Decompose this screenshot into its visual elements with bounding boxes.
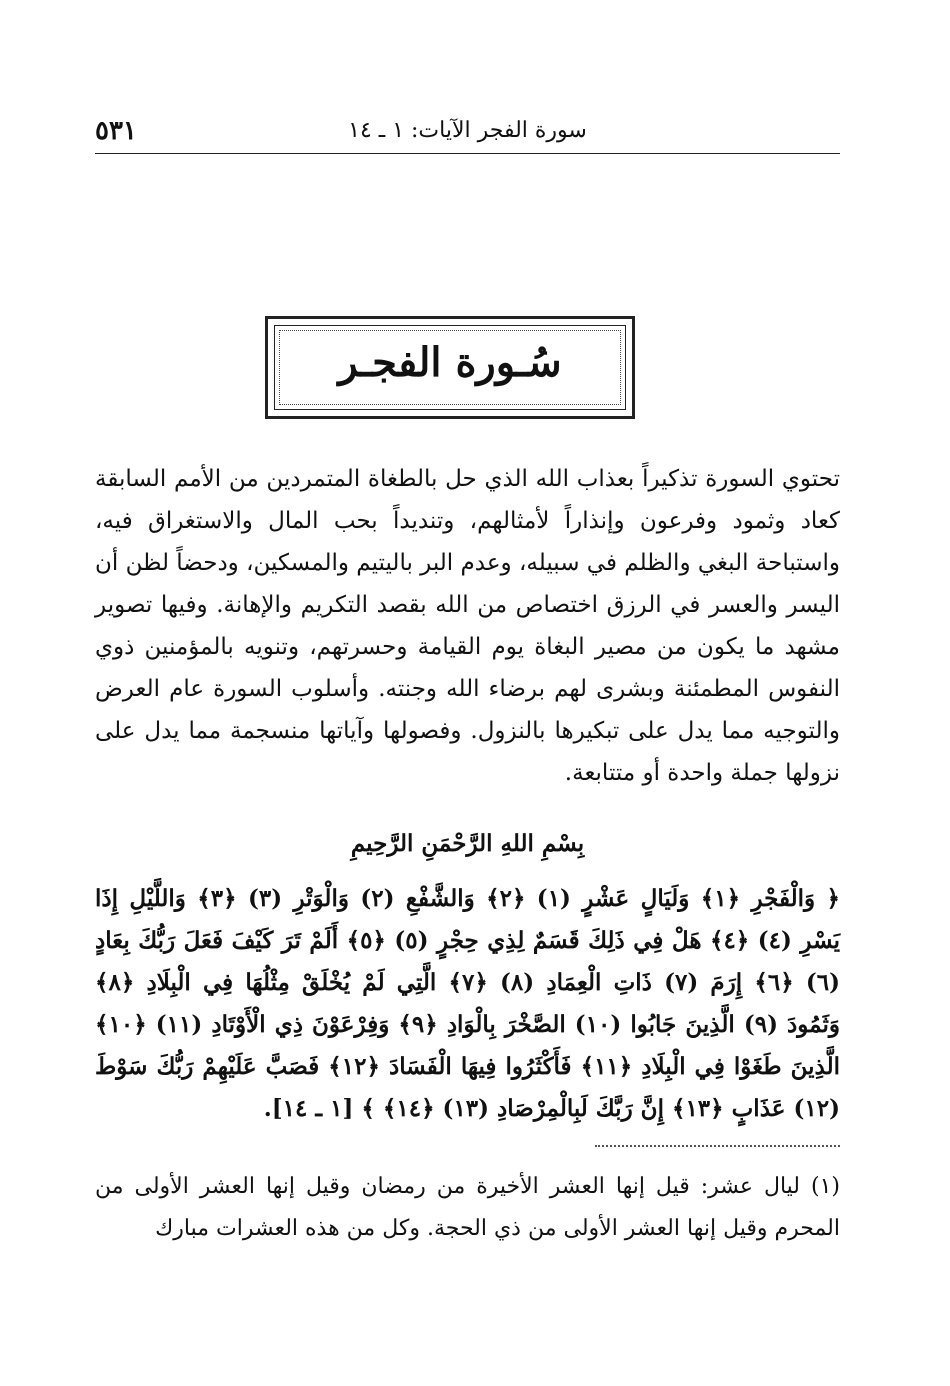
footnote: (١) ليال عشر: قيل إنها العشر الأخيرة من رمضان وقيل إنها العشر الأولى من المحرم وقيل إنها العشر الأولى من ذي الحجة. وكل من هذه العشرات مبارك — [95, 1174, 840, 1241]
intro-paragraph: تحتوي السورة تذكيراً بعذاب الله الذي حل بالطغاة المتمردين من الأمم السابقة كعاد وثمود وفرعون وإنذاراً لأمثالهم، وتنديداً بحب المال والاستغراق فيه، واستباحة البغي والظلم في سبيله، وعدم البر باليتيم والمسكين، ودحضاً لظن أن اليسر والعسر في الرزق اختصاص من الله بقصد التكريم والإهانة. وفيها تصوير مشهد ما يكون من مصير البغاة يوم القيامة وحسرتهم، وتنويه بالمؤمنين ذوي النفوس المطمئنة وبشرى لهم برضاء الله وجنته. وأسلوب السورة عام العرض والتوجيه مما يدل على تبكيرها بالنزول. وفصولها وآياتها منسجمة مما يدل على نزولها جملة واحدة أو متتابعة. — [94, 466, 840, 786]
running-title: سورة الفجر الآيات: ١ ـ ١٤ — [348, 118, 587, 143]
page-header — [95, 112, 840, 152]
page-number: ٥٣١ — [95, 116, 137, 146]
surah-title-frame — [265, 316, 635, 419]
quran-verses: ﴿ وَالْفَجْرِ ﴿١﴾ وَلَيَالٍ عَشْرٍ (١) ﴿٢﴾ وَالشَّفْعِ (٢) وَالْوَتْرِ (٣) ﴿٣﴾ وَاللَّيْلِ إِذَا يَسْرِ (٤) ﴿٤﴾ هَلْ فِي ذَلِكَ قَسَمٌ لِذِي حِجْرٍ (٥) ﴿٥﴾ أَلَمْ تَرَ كَيْفَ فَعَلَ رَبُّكَ بِعَادٍ (٦) ﴿٦﴾ إِرَمَ (٧) ذَاتِ الْعِمَادِ (٨) ﴿٧﴾ الَّتِي لَمْ يُخْلَقْ مِثْلُهَا فِي الْبِلَادِ ﴿٨﴾ وَثَمُودَ (٩) الَّذِينَ جَابُوا (١٠) الصَّخْرَ بِالْوَادِ ﴿٩﴾ وَفِرْعَوْنَ ذِي الْأَوْتَادِ (١١) ﴿١٠﴾ الَّذِينَ طَغَوْا فِي الْبِلَادِ ﴿١١﴾ فَأَكْثَرُوا فِيهَا الْفَسَادَ ﴿١٢﴾ فَصَبَّ عَلَيْهِمْ رَبُّكَ سَوْطَ (١٢) عَذَابٍ ﴿١٣﴾ إِنَّ رَبَّكَ لَبِالْمِرْصَادِ (١٣) ﴿١٤﴾ ﴾ [١ ـ ١٤]. — [95, 885, 840, 1122]
surah-title: سُـورة الفجـر — [338, 339, 562, 386]
basmala: بِسْمِ اللهِ الرَّحْمَنِ الرَّحِيمِ — [350, 830, 585, 857]
footnote-separator — [595, 1145, 840, 1147]
header-rule — [95, 153, 840, 154]
